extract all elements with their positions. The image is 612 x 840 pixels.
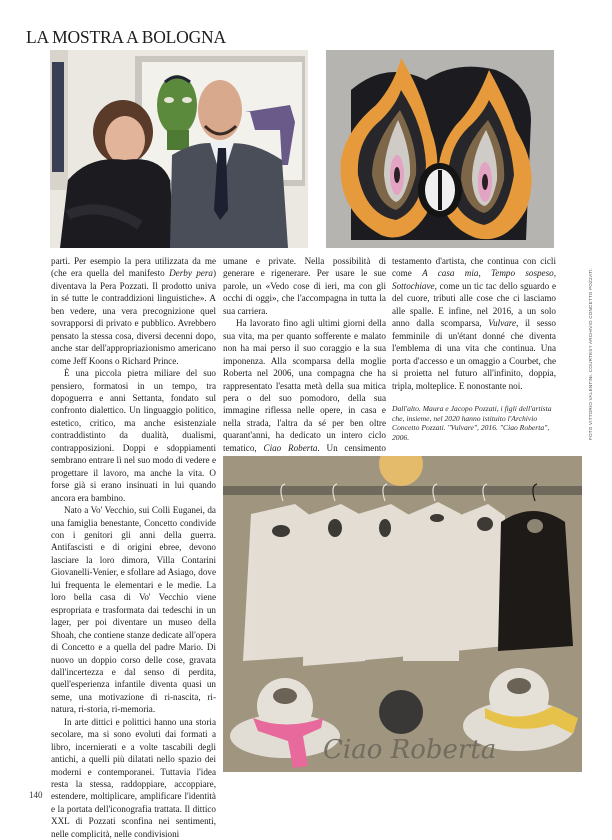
article-column-1	[51, 255, 216, 840]
painting-signature: Ciao Roberta	[323, 735, 497, 765]
text-run: ) diventava la Pera Pozzati. Il prodotto univa in sé tutte le contraddizioni linguistiche». A ben vedere, una vera precognizione quel sovrapporsi di privato e pubblico. Avrebbero pensato la stessa cosa, diversi decenni dopo, anche star dell'appropriazionismo americano come Jeff Koons o Richard Prince.	[51, 268, 216, 366]
article-paragraph	[392, 255, 556, 392]
artwork-title: Derby pera	[169, 268, 213, 279]
artwork-title: Vulvare	[488, 318, 517, 329]
photo-credit: FOTO VITTORIO VALENTINI. COURTESY ARCHIVIO CONCETTO POZZATI.	[588, 268, 593, 440]
artwork-title: Ciao Roberta	[263, 442, 318, 453]
page-number: 140	[29, 790, 43, 800]
text-run: ,	[553, 268, 557, 279]
vulvare-illustration	[326, 50, 554, 248]
vulvare-artwork	[326, 50, 554, 248]
portrait-illustration	[50, 50, 308, 248]
article-paragraph: Nato a Vo' Vecchio, sui Colli Euganei, da una famiglia benestante, Concetto condivide con i genitori gli anni della guerra. Antifascisti e di origini ebree, devono lasciare la loro dimora, Villa Contarini Giovanelli-Venier, e sfollare ad Asiago, dove lui frequenta le elementari e le medie. La loro bella casa di Vo' Vecchio viene espropriata e trasformata dai tedeschi in un lager, per poi diventare un museo della Shoah, che contiene stanze dedicate all'opera di Concetto e a quella del padre Mario. Di nuovo un doppio corso delle cose, gravata dall'incertezza e dal senso di perdita, quell'esperienza infantile diventa quasi un seme, una motivazione di ri-nascita, ri-natura, ri-storia, ri-memoria.	[51, 505, 216, 715]
artwork-title: Sottochiave	[392, 280, 435, 291]
text-run: testamento d'artista, che continua con cicli come	[392, 256, 556, 279]
article-paragraph: In arte dittici e polittici hanno una storia secolare, ma si sono evoluti dai formati a libro, incernierati e a volte tascabili degli antichi, a quelli più dilatati nello spazio dei moderni e contemporanei. Tuttavia l'idea resta la stessa, raddoppiare, accoppiare, estendere, moltiplicare, amplificare l'identità e la portata dell'iconografia trattata. Il dittico XXL di Pozzati sconfina nei sentimenti, nelle complicità, nelle condivisioni	[51, 716, 216, 839]
article-column-3	[392, 255, 556, 392]
image-caption: Dall'alto. Maura e Jacopo Pozzati, i figli dell'artista che, insieme, nel 2020 hanno istituito l'Archivio Concetto Pozzati. "Vulvare", 2016. "Ciao Roberta", 2006.	[392, 404, 552, 442]
text-run: ,	[478, 268, 492, 279]
section-title: LA MOSTRA A BOLOGNA	[26, 27, 226, 47]
ciao-roberta-illustration	[223, 456, 582, 772]
text-run: , come un tic tac dello sguardo e del cuore, tributi alle cose che ci lasciamo alle spalle. E infine, nel 2016, a un solo anno dalla scomparsa,	[392, 280, 556, 329]
artwork-title: Tempo sospeso	[491, 268, 554, 279]
text-run: . Un censimento	[317, 442, 386, 453]
artwork-title: A casa mia	[422, 268, 479, 279]
text-run: parti. Per esempio la pera utilizzata da me (che era quella del manifesto	[51, 256, 216, 279]
portrait-photo	[50, 50, 308, 248]
article-paragraph: umane e private. Nella possibilità di generare e rigenerare. Per usare le sue parole, un «Vedo cose di ieri, ma con gli occhi di oggi», che l'accompagna in tutta la sua carriera.	[223, 256, 386, 316]
article-paragraph: È una piccola pietra miliare del suo pensiero, formatosi in un tempo, tra dopoguerra e anni Settanta, fondato sul confronto dialettico. Un linguaggio politico, estetico, critico, ma anche esistenziale contraddistinto da dualità, dualismi, contrapposizioni. Doppi e sdoppiamenti sembrano entrare lì nel suo modo di vedere e progettare il lavoro, ma anche la vita. O forse già si erano insinuati in lui quando ancora era bambino.	[51, 368, 216, 503]
text-run: , il sesso femminile di un'étant donné che diventa l'emblema di una vita che continua. Una porta d'accesso e un omaggio a Courbet, che si proietta nel futuro all'infinito, doppia, tripla, molteplice. E nonostante noi.	[392, 318, 556, 391]
article-paragraph	[51, 255, 216, 367]
ciao-roberta-artwork	[223, 456, 582, 772]
text-run: Ha lavorato fino agli ultimi giorni della sua vita, ma per quanto sofferente e malato non ha mai perso il suo coraggio e la sua imponenza. Alla scomparsa della moglie Roberta nel 2006, una compagna che ha rappresentato l'esatta metà della sua mitica pera o del suo pomodoro, della sua immagine riflessa nelle opere, in casa e nella strada, l'altra da sé per ben oltre quarant'anni, ha dedicato un intero ciclo tematico,	[223, 318, 386, 453]
